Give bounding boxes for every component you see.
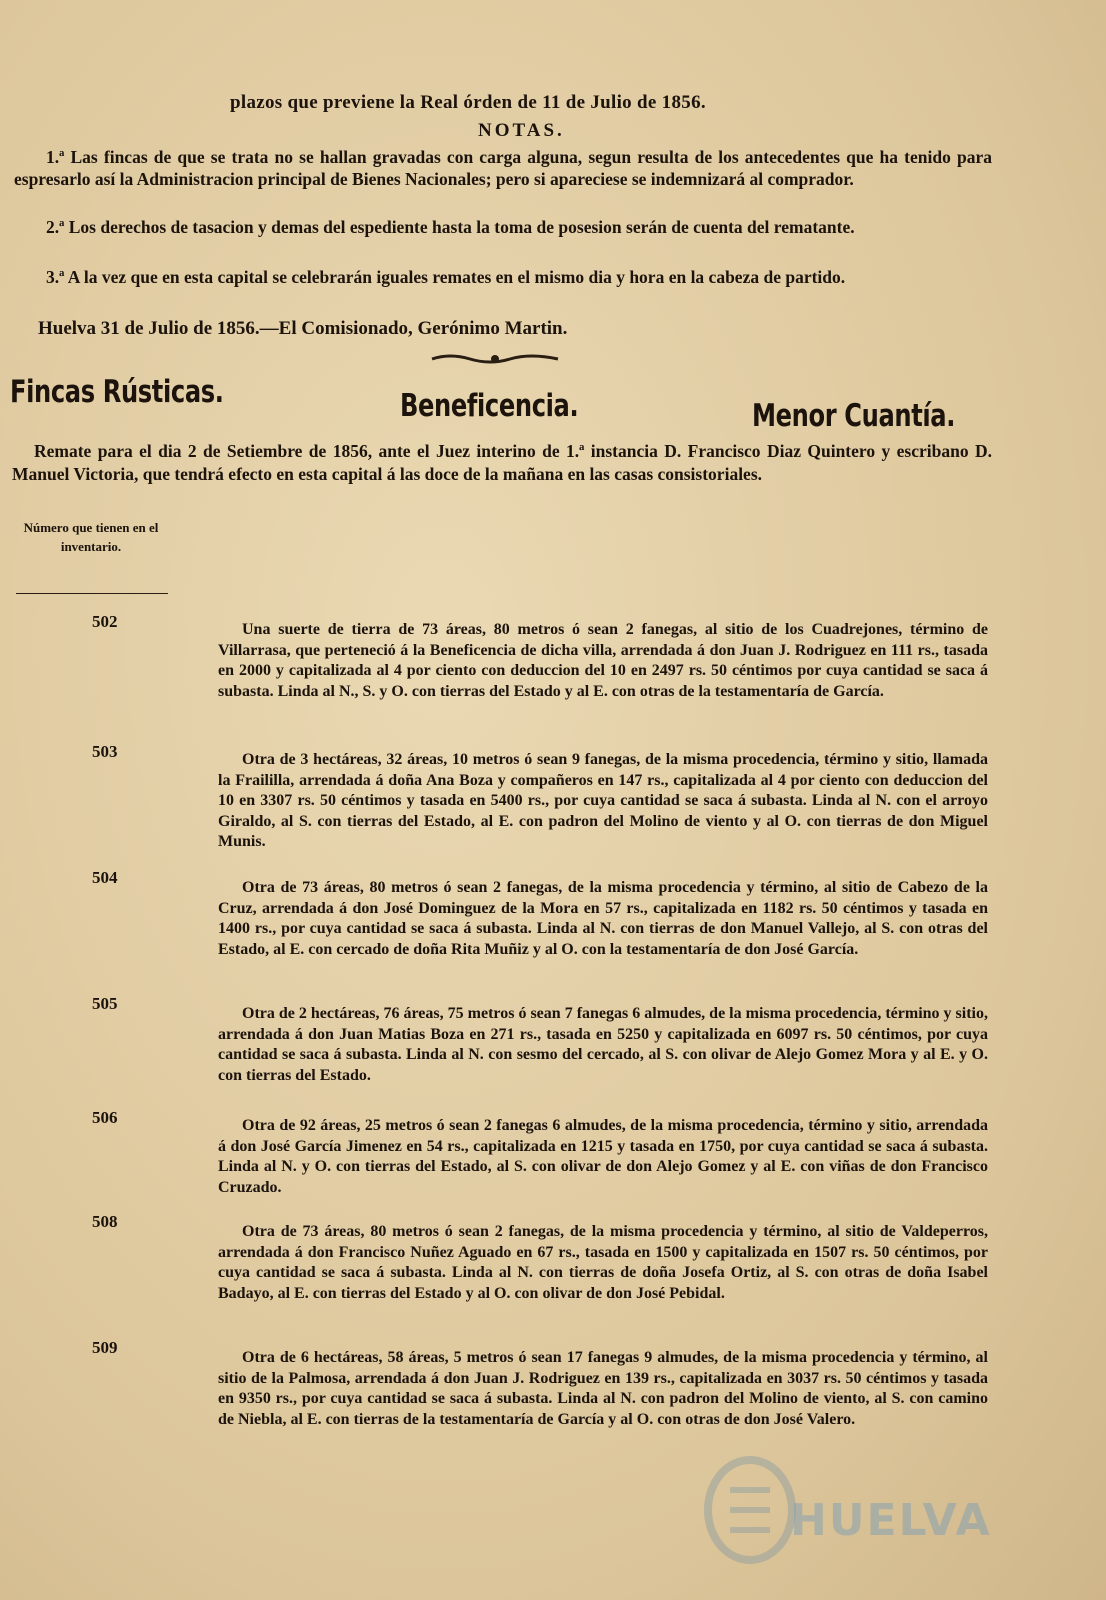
note-3 [14,266,992,288]
entry-body: Otra de 73 áreas, 80 metros ó sean 2 fanegas, de la misma procedencia y término, al sitio de Valdeperros, arrendada á don Francisco Nuñez Aguado en 67 rs., tasada en 1500 y capitalizada en 1507 rs. 50 céntimos, por cuya cantidad se saca á subasta. Linda al N. con tierras de doña Josefa Ortiz, al S. con otras de doña Isabel Badayo, al E. con tierras del Estado y al O. con olivar de don José Pebidal. [218,1223,988,1302]
entry-number: 504 [92,868,118,887]
entry-number: 505 [92,994,118,1013]
heading-menor-cuantia: Menor Cuantía. [752,398,956,434]
entry-text [218,1116,988,1198]
entry-number: 508 [92,1212,118,1231]
intro-line: plazos que previene la Real órden de 11 de Julio de 1856. [230,92,706,113]
note-3-text: 3.ª A la vez que en esta capital se celebrarán iguales remates en el mismo dia y hora en la cabeza de partido. [46,267,846,287]
entry-number: 503 [92,742,118,761]
note-2 [14,216,992,238]
entry-number: 506 [92,1108,118,1127]
heading-fincas-rusticas: Fincas Rústicas. [10,374,224,410]
entry-text [218,878,988,960]
ornament-divider [430,352,560,366]
entry-body: Otra de 73 áreas, 80 metros ó sean 2 fanegas, de la misma procedencia y término, al sitio de Cabezo de la Cruz, arrendada á don José Dominguez de la Mora en 57 rs., capitalizada en 1182 rs. 50 céntimos y tasada en 1400 rs., por cuya cantidad se saca á subasta. Linda al N. con tierras de don Manuel Vallejo, al S. con otras del Estado, al E. con cercado de doña Rita Muñiz y al O. con la testamentaría de don José García. [218,879,988,958]
entry-body: Otra de 6 hectáreas, 58 áreas, 5 metros ó sean 17 fanegas 9 almudes, de la misma procedencia y término, al sitio de la Palmosa, arrendada á don Juan J. Rodriguez en 139 rs., capitalizada en 3037 rs. 50 céntimos y tasada en 9350 rs., por cuya cantidad se saca á subasta. Linda al N. con padron del Molino de viento, al S. con camino de Niebla, al E. con tierras de la testamentaría de García y al O. con otras de don José Valero. [218,1349,988,1428]
entry-text [218,620,988,702]
column-rule [16,593,168,594]
entry-text [218,750,988,853]
signature-line: Huelva 31 de Julio de 1856.—El Comisionado, Gerónimo Martin. [38,318,568,339]
numero-column-label: Número que tienen en el inventario. [23,520,159,554]
remate-text: Remate para el dia 2 de Setiembre de 1856, ante el Juez interino de 1.ª instancia D. Francisco Diaz Quintero y escribano D. Manuel Victoria, que tendrá efecto en esta capital á las doce de la mañana en las casas consistoriales. [12,441,992,484]
entry-body: Otra de 2 hectáreas, 76 áreas, 75 metros ó sean 7 fanegas 6 almudes, de la misma procedencia, término y sitio, arrendada á don Juan Matias Boza en 271 rs., tasada en 5250 y capitalizada en 6097 rs. 50 céntimos, por cuya cantidad se saca á subasta. Linda al N. con sesmo del cercado, al S. con olivar de Alejo Gomez Mora y al E. y O. con tierras del Estado. [218,1005,988,1084]
heading-beneficencia: Beneficencia. [400,388,579,424]
entry-number: 502 [92,612,118,631]
entry-body: Una suerte de tierra de 73 áreas, 80 metros ó sean 2 fanegas, al sitio de los Cuadrejones, término de Villarrasa, que perteneció á la Beneficencia de dicha villa, arrendada á don Juan J. Rodriguez en 111 rs., tasada en 2000 y capitalizada al 4 por ciento con deduccion del 10 en 2497 rs. 50 céntimos por cuya cantidad se saca á subasta. Linda al N., S. y O. con tierras del Estado y al E. con otras de la testamentaría de García. [218,621,988,700]
remate-paragraph [12,440,992,486]
note-1-text: 1.ª Las fincas de que se trata no se hallan gravadas con carga alguna, segun resulta de los antecedentes que ha tenido para espresarlo así la Administracion principal de Bienes Nacionales; pero si apareciese se indemnizará al comprador. [14,147,992,189]
entry-body: Otra de 92 áreas, 25 metros ó sean 2 fanegas 6 almudes, de la misma procedencia, término y sitio, arrendada á don José García Jimenez en 54 rs., capitalizada en 1215 y tasada en 1750, por cuya cantidad se saca á subasta. Linda al N. y O. con tierras del Estado, al S. con olivar de don Alejo Gomez y al E. con viñas de don Francisco Cruzado. [218,1117,988,1196]
note-2-text: 2.ª Los derechos de tasacion y demas del espediente hasta la toma de posesion serán de cuenta del rematante. [46,217,855,237]
entry-text [218,1222,988,1304]
note-1 [14,146,992,190]
stamp-text: HUELVA [790,1495,992,1546]
entry-text [218,1004,988,1086]
entry-number: 509 [92,1338,118,1357]
notas-title: NOTAS. [478,120,565,141]
entry-body: Otra de 3 hectáreas, 32 áreas, 10 metros ó sean 9 fanegas, de la misma procedencia, término y sitio, llamada la Fraililla, arrendada á doña Ana Boza y compañeros en 147 rs., capitalizada al 4 por ciento con deduccion del 10 en 3307 rs. 50 céntimos y tasada en 5400 rs., por cuya cantidad se saca á subasta. Linda al N. con el arroyo Giraldo, al S. con tierras del Estado, al E. con padron del Molino de viento y al O. con tierras de don Miguel Munis. [218,751,988,851]
entry-text [218,1348,988,1430]
